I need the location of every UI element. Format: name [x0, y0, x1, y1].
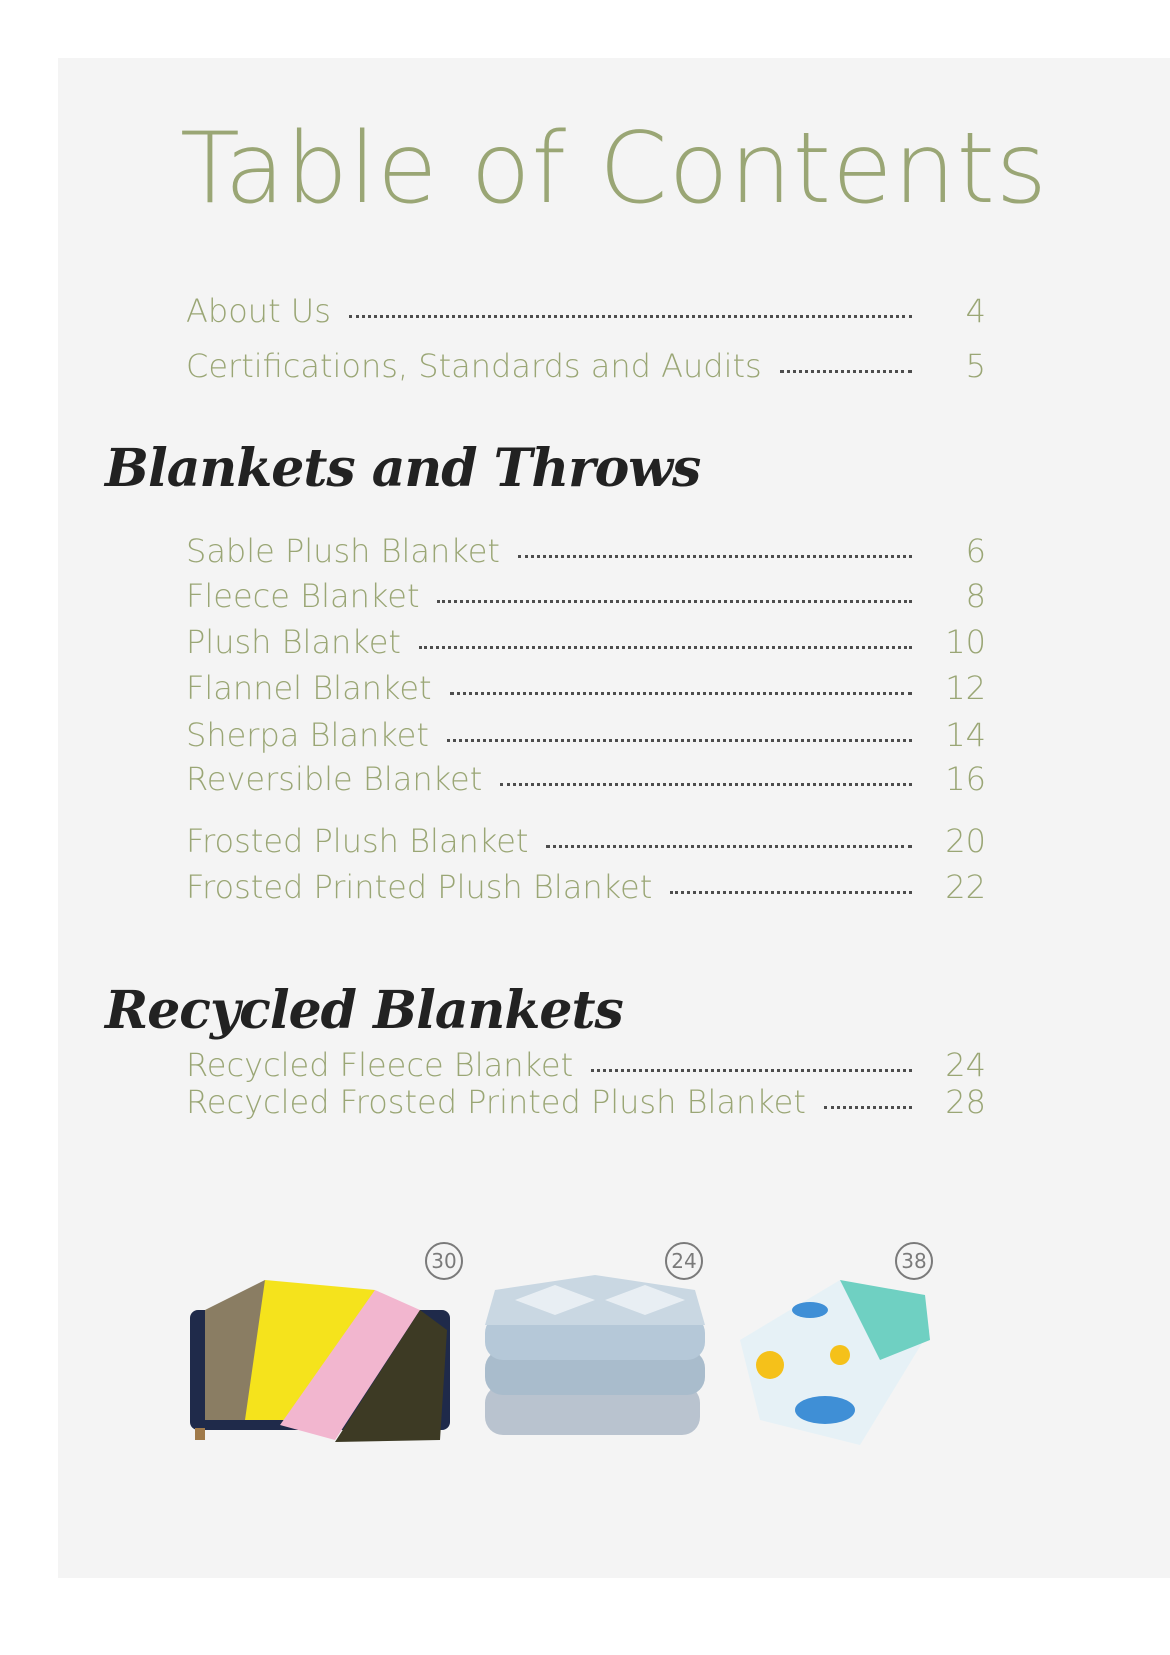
- toc-entry-frosted-plush[interactable]: [186, 822, 986, 868]
- toc-entry-page: 6: [965, 532, 986, 570]
- toc-entry-page: 8: [965, 577, 986, 615]
- page-badge: 24: [665, 1242, 703, 1280]
- dot-leader: [437, 600, 912, 603]
- dot-leader: [591, 1069, 912, 1072]
- section-heading-blankets: Blankets and Throws: [105, 438, 701, 499]
- toc-entry-plush[interactable]: [186, 623, 986, 669]
- page-badge: 30: [425, 1242, 463, 1280]
- dot-leader: [518, 555, 912, 558]
- toc-entry-label: Recycled Fleece Blanket: [186, 1046, 574, 1084]
- toc-entry-label: Fleece Blanket: [186, 577, 420, 615]
- toc-entry-reversible[interactable]: [186, 760, 986, 806]
- toc-entry-sable-plush[interactable]: [186, 532, 986, 578]
- dot-leader: [546, 845, 912, 848]
- toc-entry-label: Recycled Frosted Printed Plush Blanket: [186, 1083, 806, 1121]
- toc-entry-page: 4: [965, 292, 986, 330]
- dot-leader: [450, 692, 912, 695]
- toc-entry-page: 16: [945, 760, 986, 798]
- toc-entry-page: 10: [945, 623, 986, 661]
- dot-leader: [780, 370, 912, 373]
- toc-entry-fleece[interactable]: [186, 577, 986, 623]
- toc-entry-about-us[interactable]: [186, 292, 986, 338]
- toc-entry-label: Sherpa Blanket: [186, 716, 429, 754]
- toc-entry-sherpa[interactable]: [186, 716, 986, 762]
- toc-entry-label: Frosted Plush Blanket: [186, 822, 529, 860]
- toc-entry-certifications[interactable]: [186, 347, 986, 393]
- toc-entry-page: 20: [945, 822, 986, 860]
- toc-entry-label: Plush Blanket: [186, 623, 401, 661]
- blanket-on-sofa-icon: [185, 1270, 465, 1450]
- thumbnail-blanket-on-sofa[interactable]: [185, 1249, 465, 1450]
- toc-entry-label: Certifications, Standards and Audits: [186, 347, 762, 385]
- toc-entry-page: 5: [965, 347, 986, 385]
- dot-leader: [419, 646, 912, 649]
- toc-entry-label: Sable Plush Blanket: [186, 532, 500, 570]
- section-heading-recycled: Recycled Blankets: [105, 980, 623, 1041]
- dot-leader: [447, 739, 912, 742]
- toc-entry-label: Frosted Printed Plush Blanket: [186, 868, 653, 906]
- page-badge: 38: [895, 1242, 933, 1280]
- toc-entry-page: 28: [945, 1083, 986, 1121]
- toc-entry-label: About Us: [186, 292, 331, 330]
- thumbnail-baby-blanket[interactable]: [730, 1249, 1010, 1450]
- folded-blankets-icon: [475, 1270, 755, 1450]
- baby-blanket-icon: [730, 1270, 1010, 1450]
- dot-leader: [349, 315, 912, 318]
- dot-leader: [670, 891, 912, 894]
- toc-entry-label: Reversible Blanket: [186, 760, 483, 798]
- toc-entry-page: 12: [945, 669, 986, 707]
- toc-entry-page: 14: [945, 716, 986, 754]
- thumbnail-folded-blankets[interactable]: [475, 1249, 755, 1450]
- dot-leader: [824, 1106, 912, 1109]
- dot-leader: [500, 783, 912, 786]
- toc-entry-frosted-printed-plush[interactable]: [186, 868, 986, 914]
- toc-entry-flannel[interactable]: [186, 669, 986, 715]
- toc-entry-label: Flannel Blanket: [186, 669, 432, 707]
- toc-entry-recycled-frosted-printed[interactable]: [186, 1083, 986, 1129]
- toc-entry-page: 22: [945, 868, 986, 906]
- page-title: Table of Contents: [180, 112, 1048, 226]
- toc-entry-page: 24: [945, 1046, 986, 1084]
